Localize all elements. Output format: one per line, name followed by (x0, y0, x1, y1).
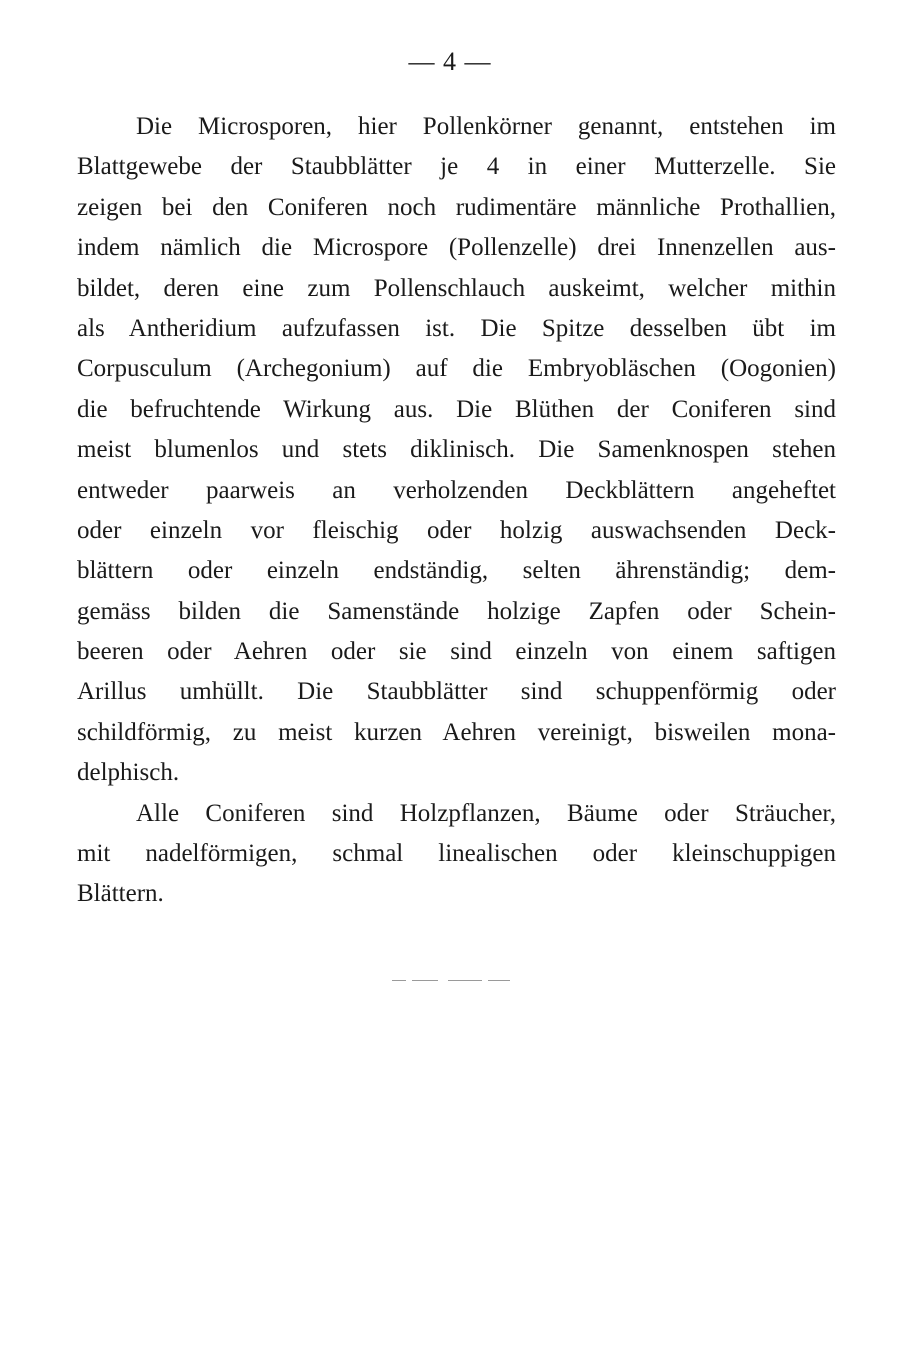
text-line: mit nadelförmigen, schmal linealischen oder kleinschuppigen (77, 840, 836, 868)
text-line: zeigen bei den Coniferen noch rudimentäre männliche Prothallien, (77, 193, 836, 221)
paragraph-1 (77, 107, 836, 794)
text-line: entweder paarweis an verholzenden Deckblättern angeheftet (77, 476, 836, 504)
body-text (77, 107, 836, 915)
text-line: gemäss bilden die Samenstände holzige Zapfen oder Schein- (77, 597, 836, 625)
text-line: Blattgewebe der Staubblätter je 4 in einer Mutterzelle. Sie (77, 153, 836, 181)
paragraph-2 (77, 794, 836, 915)
text-line: oder einzeln vor fleischig oder holzig auswachsenden Deck- (77, 516, 836, 544)
text-line: bildet, deren eine zum Pollenschlauch auskeimt, welcher mithin (77, 274, 836, 302)
text-line: indem nämlich die Microspore (Pollenzelle) drei Innenzellen aus- (77, 234, 836, 262)
text-line: blättern oder einzeln endständig, selten ährenständig; dem- (77, 557, 836, 585)
text-line: Alle Coniferen sind Holzpflanzen, Bäume oder Sträucher, (136, 799, 836, 827)
end-separator (392, 980, 510, 982)
text-line: delphisch. (77, 759, 180, 787)
text-line: Die Microsporen, hier Pollenkörner genannt, entstehen im (136, 113, 836, 140)
text-line: die befruchtende Wirkung aus. Die Blüthen der Coniferen sind (77, 395, 836, 423)
text-line: Blättern. (77, 880, 164, 908)
text-line: Arillus umhüllt. Die Staubblätter sind schuppenförmig oder (77, 678, 836, 706)
text-line: als Antheridium aufzufassen ist. Die Spitze desselben übt im (77, 314, 836, 342)
text-line: meist blumenlos und stets diklinisch. Die Samenknospen stehen (77, 436, 836, 464)
text-line: schildförmig, zu meist kurzen Aehren vereinigt, bisweilen mona- (77, 718, 836, 746)
page-number: — 4 — (408, 47, 492, 76)
text-line: beeren oder Aehren oder sie sind einzeln von einem saftigen (77, 638, 836, 666)
text-line: Corpusculum (Archegonium) auf die Embryobläschen (Oogonien) (77, 355, 836, 383)
